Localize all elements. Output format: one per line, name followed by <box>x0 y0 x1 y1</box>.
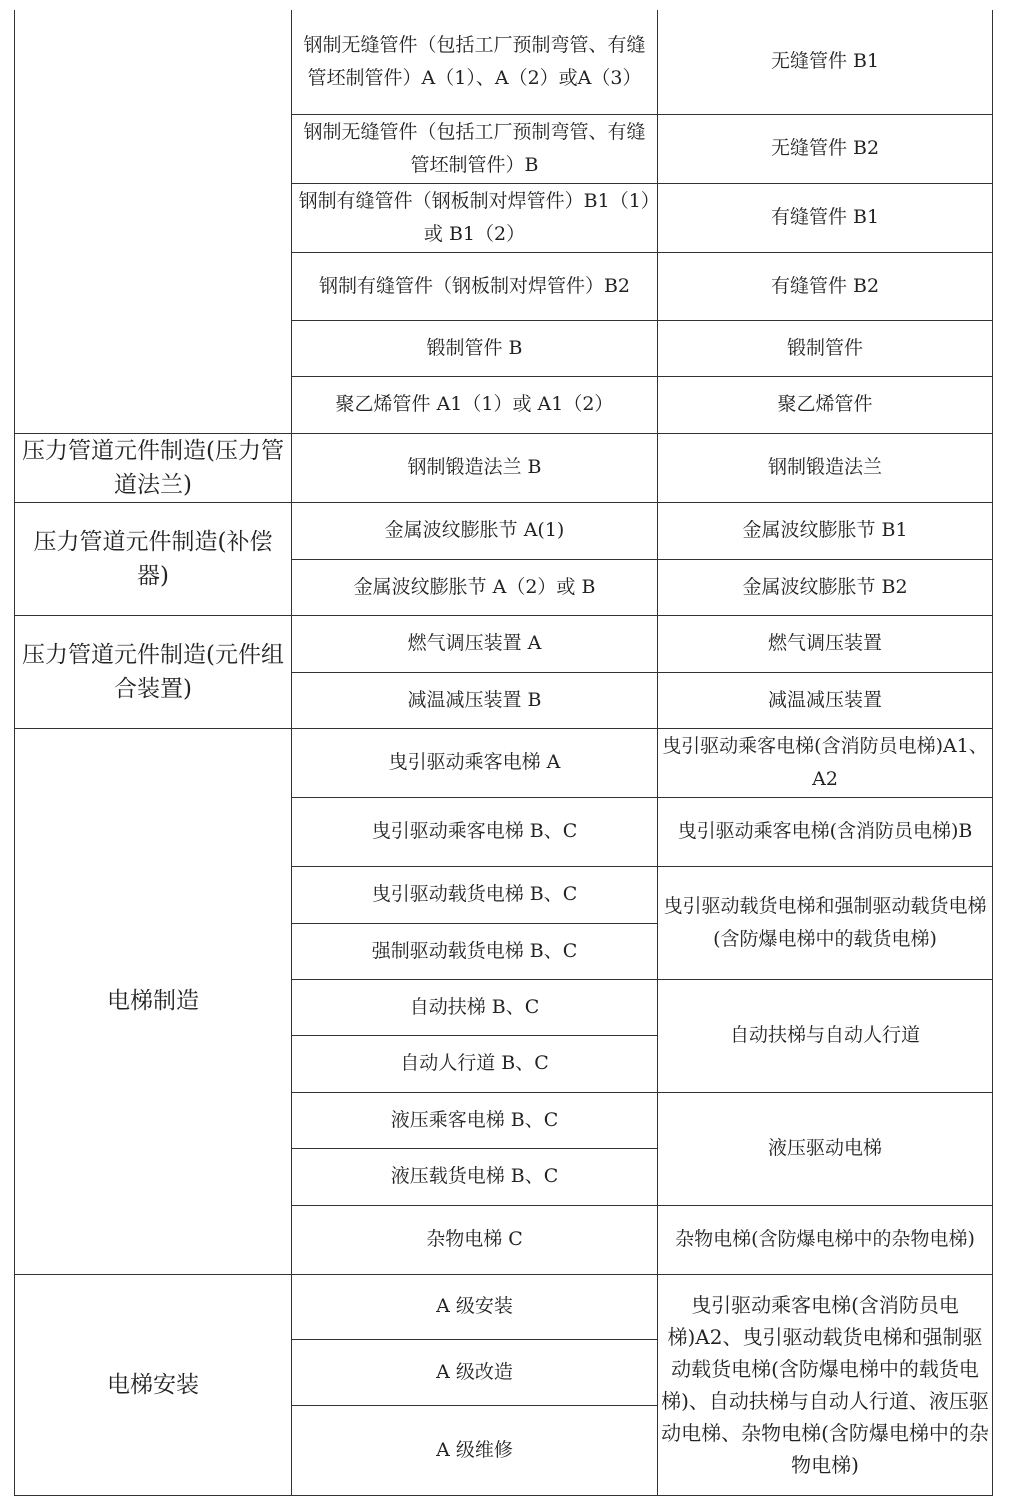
item-cell: 曳引驱动乘客电梯 B、C <box>292 797 658 866</box>
scope-cell: 液压驱动电梯 <box>658 1092 993 1205</box>
scope-cell: 无缝管件 B2 <box>658 114 993 183</box>
item-cell: 钢制无缝管件（包括工厂预制弯管、有缝管坯制管件）A（1）、A（2）或A（3） <box>292 10 658 114</box>
scope-cell: 有缝管件 B1 <box>658 183 993 252</box>
item-cell: 燃气调压装置 A <box>292 615 658 672</box>
table-row <box>15 1274 993 1339</box>
scope-cell: 锻制管件 <box>658 320 993 376</box>
category-cell: 压力管道元件制造(补偿器) <box>15 502 292 615</box>
item-cell: 曳引驱动载货电梯 B、C <box>292 866 658 923</box>
table-row <box>15 10 993 114</box>
category-cell: 电梯安装 <box>15 1274 292 1495</box>
scope-cell: 曳引驱动乘客电梯(含消防员电梯)A2、曳引驱动载货电梯和强制驱动载货电梯(含防爆电梯中的载货电梯)、自动扶梯与自动人行道、液压驱动电梯、杂物电梯(含防爆电梯中的杂物电梯) <box>658 1274 993 1495</box>
scope-cell: 燃气调压装置 <box>658 615 993 672</box>
category-cell: 电梯制造 <box>15 728 292 1274</box>
table-row <box>15 433 993 502</box>
scope-cell: 有缝管件 B2 <box>658 252 993 320</box>
item-cell: 液压载货电梯 B、C <box>292 1148 658 1205</box>
license-table <box>14 10 993 1496</box>
item-cell: 金属波纹膨胀节 A(1) <box>292 502 658 559</box>
item-cell: 曳引驱动乘客电梯 A <box>292 728 658 797</box>
scope-cell: 金属波纹膨胀节 B1 <box>658 502 993 559</box>
table-row <box>15 502 993 559</box>
table-row <box>15 615 993 672</box>
item-cell: 钢制无缝管件（包括工厂预制弯管、有缝管坯制管件）B <box>292 114 658 183</box>
item-cell: A 级改造 <box>292 1339 658 1405</box>
item-cell: 聚乙烯管件 A1（1）或 A1（2） <box>292 376 658 433</box>
scope-cell: 自动扶梯与自动人行道 <box>658 979 993 1092</box>
item-cell: 钢制有缝管件（钢板制对焊管件）B1（1）或 B1（2） <box>292 183 658 252</box>
item-cell: A 级安装 <box>292 1274 658 1339</box>
scope-cell: 无缝管件 B1 <box>658 10 993 114</box>
category-cell <box>15 10 292 433</box>
scope-cell: 曳引驱动乘客电梯(含消防员电梯)A1、A2 <box>658 728 993 797</box>
scope-cell: 杂物电梯(含防爆电梯中的杂物电梯) <box>658 1205 993 1274</box>
category-cell: 压力管道元件制造(元件组合装置) <box>15 615 292 728</box>
item-cell: 液压乘客电梯 B、C <box>292 1092 658 1148</box>
item-cell: 减温减压装置 B <box>292 672 658 728</box>
item-cell: 杂物电梯 C <box>292 1205 658 1274</box>
scope-cell: 钢制锻造法兰 <box>658 433 993 502</box>
item-cell: 锻制管件 B <box>292 320 658 376</box>
category-cell: 压力管道元件制造(压力管道法兰) <box>15 433 292 502</box>
scope-cell: 聚乙烯管件 <box>658 376 993 433</box>
item-cell: 自动人行道 B、C <box>292 1035 658 1092</box>
item-cell: A 级维修 <box>292 1405 658 1495</box>
item-cell: 钢制有缝管件（钢板制对焊管件）B2 <box>292 252 658 320</box>
scope-cell: 曳引驱动乘客电梯(含消防员电梯)B <box>658 797 993 866</box>
scope-cell: 曳引驱动载货电梯和强制驱动载货电梯(含防爆电梯中的载货电梯) <box>658 866 993 979</box>
scope-cell: 减温减压装置 <box>658 672 993 728</box>
item-cell: 金属波纹膨胀节 A（2）或 B <box>292 559 658 615</box>
item-cell: 钢制锻造法兰 B <box>292 433 658 502</box>
item-cell: 自动扶梯 B、C <box>292 979 658 1035</box>
table-row <box>15 728 993 797</box>
scope-cell: 金属波纹膨胀节 B2 <box>658 559 993 615</box>
item-cell: 强制驱动载货电梯 B、C <box>292 923 658 979</box>
